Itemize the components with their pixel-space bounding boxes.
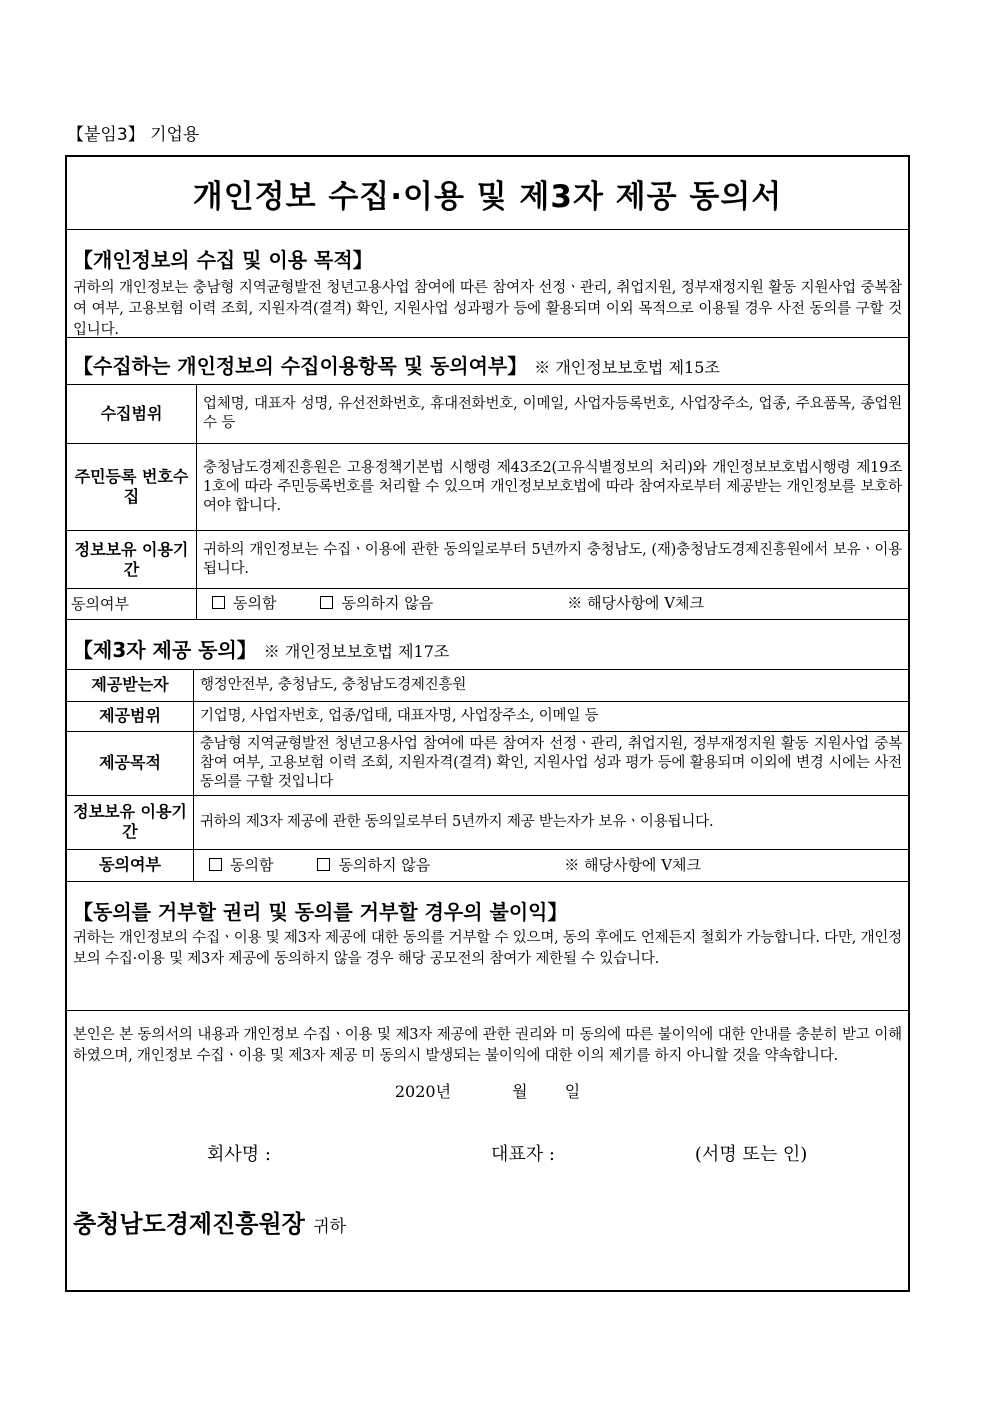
agree-label: 동의함 <box>233 594 277 613</box>
row-value: 충청남도경제진흥원은 고용정책기본법 시행령 제43조2(고유식별정보의 처리)와 개인정보보호법시행령 제19조1호에 따라 주민등록번호를 처리할 수 있으며 개인정보보호법에 따라 참여자로부터 제공받는 개인정보를 보호하여야 합니다. <box>197 444 909 531</box>
row-value: 충남형 지역균형발전 청년고용사업 참여에 따른 참여자 선정ㆍ관리, 취업지원, 정부재정지원 활동 지원사업 중복참여 여부, 고용보험 이력 조회, 지원자격(결격) 확인, 지원사업 성과 평가 등에 활용되며 이외에 변경 시에는 사전 동의를 구할 것입니다 <box>194 731 909 795</box>
date-day: 일 <box>564 1082 581 1101</box>
section-third-party-heading <box>67 620 908 669</box>
collection-table <box>67 384 908 619</box>
third-party-table <box>67 669 908 882</box>
checkbox-icon <box>209 858 222 871</box>
consent-label: 동의여부 <box>67 589 197 619</box>
section-third-party-law-note: ※ 개인정보보호법 제17조 <box>263 641 450 661</box>
recipient-name: 충청남도경제진흥원장 <box>73 1210 305 1238</box>
agree-checkbox[interactable] <box>212 594 276 613</box>
disagree-label: 동의하지 않음 <box>341 594 434 613</box>
checkbox-icon <box>317 858 330 871</box>
section-collection-heading <box>67 338 908 384</box>
agree-checkbox[interactable] <box>209 856 273 875</box>
row-label: 수집범위 <box>67 385 197 444</box>
ceo-field[interactable]: 대표자 : <box>490 1144 555 1165</box>
row-value: 귀하의 개인정보는 수집ㆍ이용에 관한 동의일로부터 5년까지 충청남도, (재)충청남도경제진흥원에서 보유ㆍ이용됩니다. <box>197 531 909 589</box>
section-collection-law-note: ※ 개인정보보호법 제15조 <box>534 358 720 377</box>
date-month: 월 <box>512 1082 528 1101</box>
check-note: ※ 해당사항에 V체크 <box>567 594 705 613</box>
disagree-checkbox[interactable] <box>317 856 430 875</box>
row-label: 제공목적 <box>67 731 194 795</box>
row-value: 귀하의 제3자 제공에 관한 동의일로부터 5년까지 제공 받는자가 보유ㆍ이용됩니다. <box>194 795 909 849</box>
section-collection <box>67 337 908 619</box>
consent-options <box>194 849 909 881</box>
section-collection-title: 【수집하는 개인정보의 수집이용항목 및 동의여부】 <box>73 354 528 378</box>
table-row <box>67 531 908 589</box>
row-label: 제공범위 <box>67 701 194 731</box>
consent-form <box>65 155 910 1292</box>
section-third-party <box>67 619 908 882</box>
date-year: 2020년 <box>394 1082 452 1101</box>
form-title: 개인정보 수집·이용 및 제3자 제공 동의서 <box>67 157 908 230</box>
disagree-label: 동의하지 않음 <box>338 855 431 874</box>
recipient-line <box>67 1204 908 1239</box>
table-row <box>67 385 908 444</box>
section-refusal <box>67 881 908 1010</box>
row-value: 기업명, 사업자번호, 업종/업태, 대표자명, 사업장주소, 이메일 등 <box>194 701 909 731</box>
agree-label: 동의함 <box>230 855 274 874</box>
section-third-party-title: 【제3자 제공 동의】 <box>73 637 257 662</box>
row-label: 정보보유 이용기간 <box>67 531 197 589</box>
row-label: 주민등록 번호수집 <box>67 444 197 531</box>
row-label: 정보보유 이용기간 <box>67 795 194 849</box>
check-note: ※ 해당사항에 V체크 <box>564 855 702 874</box>
company-name-field[interactable]: 회사명 : <box>207 1144 271 1165</box>
recipient-suffix: 귀하 <box>313 1217 347 1237</box>
table-row <box>67 795 908 849</box>
signature-line <box>67 1140 908 1166</box>
declaration-text: 본인은 본 동의서의 내용과 개인정보 수집ㆍ이용 및 제3자 제공에 관한 권리와 미 동의에 따른 불이익에 대한 안내를 충분히 받고 이해하였으며, 개인정보 수집ㆍ이용 및 제3자 제공 미 동의시 발생되는 불이익에 대한 이의 제기를 하지 아니할 것을 약속합니다. <box>73 1027 902 1064</box>
date-line <box>67 1079 908 1102</box>
section-purpose-body: 귀하의 개인정보는 충남형 지역균형발전 청년고용사업 참여에 따른 참여자 선정ㆍ관리, 취업지원, 정부재정지원 활동 지원사업 중복참여 여부, 고용보험 이력 조회, 지원자격(결격) 확인, 지원사업 성과평가 등에 활용되며 이외 목적으로 이용될 경우 사전 동의를 구할 것입니다. <box>73 280 902 338</box>
table-row <box>67 444 908 531</box>
row-value: 업체명, 대표자 성명, 유선전화번호, 휴대전화번호, 이메일, 사업자등록번호, 사업장주소, 업종, 주요품목, 종업원 수 등 <box>197 385 909 444</box>
section-refusal-heading: 【동의를 거부할 권리 및 동의를 거부할 경우의 불이익】 <box>73 900 568 924</box>
consent-label: 동의여부 <box>67 849 194 881</box>
consent-options <box>197 589 909 619</box>
consent-row <box>67 589 908 619</box>
section-purpose-heading: 【개인정보의 수집 및 이용 목적】 <box>73 248 373 272</box>
row-value: 행정안전부, 충청남도, 충청남도경제진흥원 <box>194 669 909 701</box>
declaration-area <box>67 1010 908 1239</box>
consent-row <box>67 849 908 881</box>
checkbox-icon <box>320 596 333 609</box>
checkbox-icon <box>212 596 225 609</box>
section-purpose <box>67 230 908 337</box>
table-row <box>67 669 908 701</box>
table-row <box>67 731 908 795</box>
disagree-checkbox[interactable] <box>320 594 433 613</box>
signature-field[interactable]: (서명 또는 인) <box>694 1144 808 1165</box>
table-row <box>67 701 908 731</box>
row-label: 제공받는자 <box>67 669 194 701</box>
section-refusal-body: 귀하는 개인정보의 수집ㆍ이용 및 제3자 제공에 대한 동의를 거부할 수 있으며, 동의 후에도 언제든지 철회가 가능합니다. 다만, 개인정보의 수집·이용 및 제3자 제공에 동의하지 않을 경우 해당 공모전의 참여가 제한될 수 있습니다. <box>73 930 902 967</box>
attachment-label: 【붙임3】 기업용 <box>67 125 200 145</box>
